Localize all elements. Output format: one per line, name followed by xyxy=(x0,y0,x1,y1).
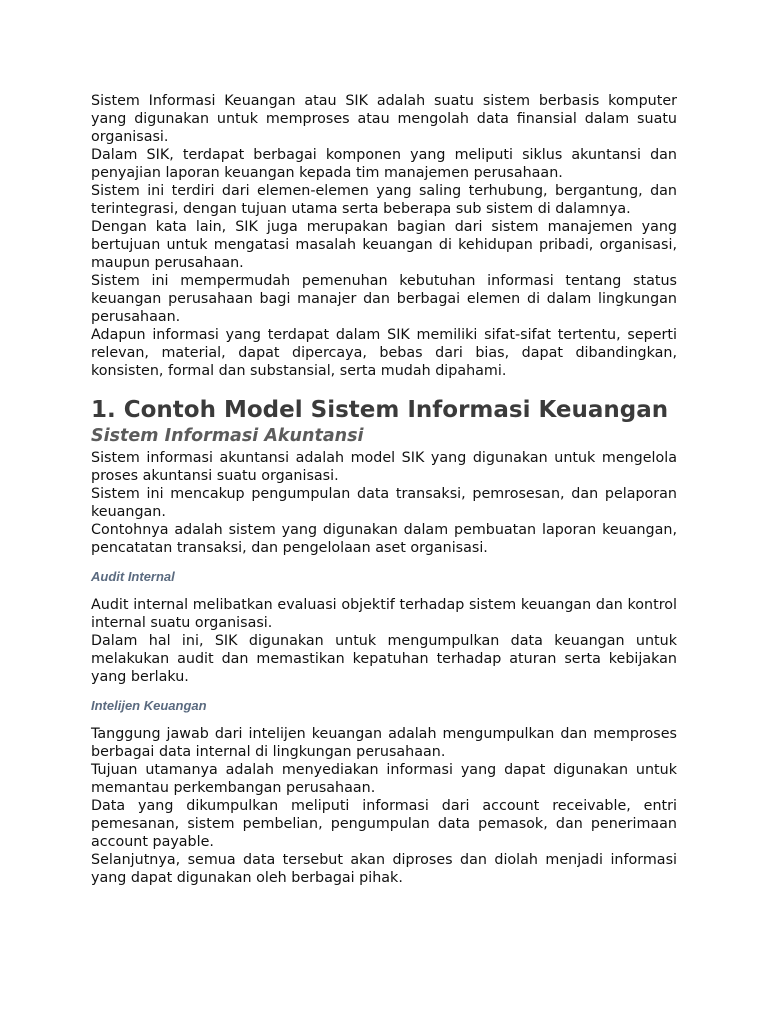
paragraph: Contohnya adalah sistem yang digunakan dalam pembuatan laporan keuangan, pencatatan transaksi, dan pengelolaan aset organisasi. xyxy=(91,522,677,556)
paragraph: Tujuan utamanya adalah menyediakan informasi yang dapat digunakan untuk memantau perkembangan perusahaan. xyxy=(91,762,677,796)
section-subheading: Sistem Informasi Akuntansi xyxy=(91,426,364,446)
paragraph: Dengan kata lain, SIK juga merupakan bagian dari sistem manajemen yang bertujuan untuk mengatasi masalah keuangan di kehidupan pribadi, organisasi, maupun perusahaan. xyxy=(91,219,677,271)
intelijen-heading: Intelijen Keuangan xyxy=(91,698,207,713)
paragraph: Dalam hal ini, SIK digunakan untuk mengumpulkan data keuangan untuk melakukan audit dan memastikan kepatuhan terhadap aturan serta kebijakan yang berlaku. xyxy=(91,633,677,685)
audit-heading: Audit Internal xyxy=(91,569,175,584)
paragraph: Sistem ini mencakup pengumpulan data transaksi, pemrosesan, dan pelaporan keuangan. xyxy=(91,486,677,520)
paragraph: Sistem ini mempermudah pemenuhan kebutuhan informasi tentang status keuangan perusahaan bagi manajer dan berbagai elemen di dalam lingkungan perusahaan. xyxy=(91,273,677,325)
paragraph: Tanggung jawab dari intelijen keuangan adalah mengumpulkan dan memproses berbagai data internal di lingkungan perusahaan. xyxy=(91,726,677,760)
paragraph: Sistem Informasi Keuangan atau SIK adalah suatu sistem berbasis komputer yang digunakan untuk memproses atau mengolah data finansial dalam suatu organisasi. xyxy=(91,93,677,145)
paragraph: Selanjutnya, semua data tersebut akan diproses dan diolah menjadi informasi yang dapat digunakan oleh berbagai pihak. xyxy=(91,852,677,886)
paragraph: Data yang dikumpulkan meliputi informasi dari account receivable, entri pemesanan, sistem pembelian, pengumpulan data pemasok, dan penerimaan account payable. xyxy=(91,798,677,850)
paragraph: Dalam SIK, terdapat berbagai komponen yang meliputi siklus akuntansi dan penyajian laporan keuangan kepada tim manajemen perusahaan. xyxy=(91,147,677,181)
paragraph: Sistem ini terdiri dari elemen-elemen yang saling terhubung, bergantung, dan terintegrasi, dengan tujuan utama serta beberapa sub sistem di dalamnya. xyxy=(91,183,677,217)
paragraph: Audit internal melibatkan evaluasi objektif terhadap sistem keuangan dan kontrol internal suatu organisasi. xyxy=(91,597,677,631)
paragraph: Sistem informasi akuntansi adalah model SIK yang digunakan untuk mengelola proses akuntansi suatu organisasi. xyxy=(91,450,677,484)
paragraph: Adapun informasi yang terdapat dalam SIK memiliki sifat-sifat tertentu, seperti relevan, material, dapat dipercaya, bebas dari bias, dapat dibandingkan, konsisten, formal dan substansial, serta mudah dipahami. xyxy=(91,327,677,379)
section-heading: 1. Contoh Model Sistem Informasi Keuangan xyxy=(91,397,669,423)
